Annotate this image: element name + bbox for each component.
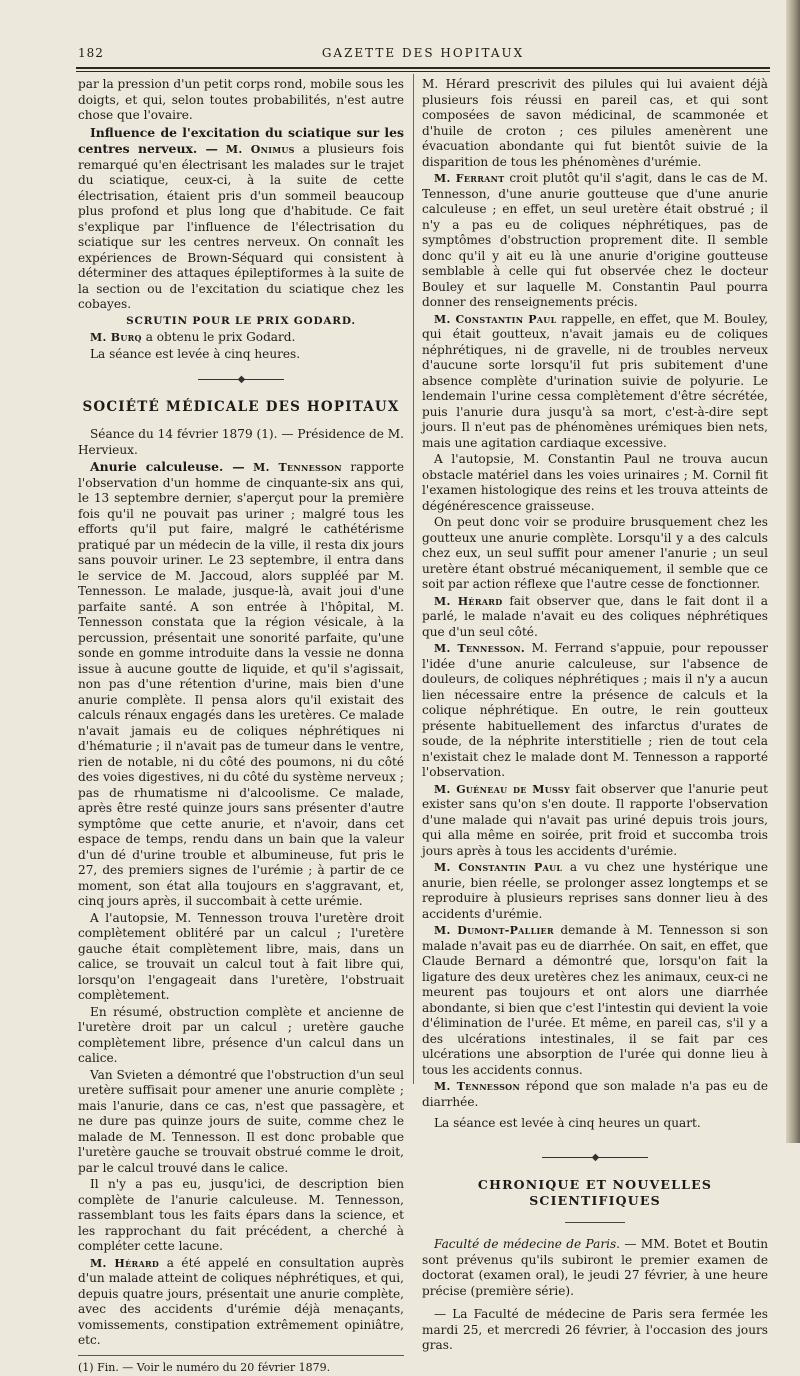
- paragraph: [422, 860, 768, 922]
- footnote-rule: [78, 1355, 404, 1356]
- paragraph: [78, 459, 404, 910]
- speaker-name: M. Onimus: [225, 143, 295, 156]
- ornament-glyph: ◆: [591, 1151, 599, 1163]
- footnote: (1) Fin. — Voir le numéro du 20 février 1879.: [78, 1360, 331, 1374]
- paragraph-text: fait observer que, dans le fait dont il a parlé, le malade n'avait eu des coliques néphrétiques que d'un seul côté.: [422, 593, 768, 639]
- paragraph: [422, 641, 768, 781]
- paragraph: M. Hérard prescrivit des pilules qui lui avaient déjà plusieurs fois réussi en pareil cas, et qui sont composées de savon médicinal, de scammonée et d'huile de croton ; ces pilules amenèrent une évacuation abondante qui fut bientôt suivie de la disparition de tous les phénomènes d'urémie.: [422, 77, 768, 169]
- paragraph: [78, 125, 404, 313]
- left-column: [78, 77, 404, 1376]
- paragraph: [422, 782, 768, 860]
- book-spine-edge: [786, 0, 800, 1143]
- paragraph: [422, 594, 768, 641]
- column-separator: [413, 74, 414, 1084]
- subsection-heading: Influence de l'excitation du sciatique sur les centres nerveux. —: [78, 124, 404, 156]
- paragraph-text: a été appelé en consultation auprès d'un malade atteint de coliques néphrétiques, et qui, depuis quatre jours, présentait une anurie complète, avec des accidents d'urémie déjà menaçants, vomissements, constipation extrêmement opiniâtre, etc.: [78, 1255, 404, 1347]
- paragraph-text: a vu chez une hystérique une anurie, bien réelle, se prolonger assez longtemps et se reproduire à plusieurs reprises sans donner lieu à des accidents d'urémie.: [422, 860, 768, 921]
- paragraph: [422, 923, 768, 1078]
- paragraph-text: a plusieurs fois remarqué qu'en électrisant les malades sur le trajet du sciatique, ceux-ci, à la suite de cette électrisation, étaient pris d'un sommeil beaucoup plus profond et plus long que d'habitude. Ce fait s'explique par l'influence de l'électrisation du sciatique sur les centres nerveux. On connaît les expériences de Brown-Séquard qui consistent à déterminer des attaques épileptiformes à la suite de la section ou de l'excitation du sciatique chez les cobayes.: [78, 142, 404, 311]
- speaker-name: M. Constantin Paul: [434, 312, 557, 326]
- subsection-heading: Anurie calculeuse. —: [90, 459, 245, 474]
- paragraph-text: répond que son malade n'a pas eu de diarrhée.: [422, 1079, 768, 1109]
- header-rule-thin: [76, 71, 770, 72]
- speaker-name: M. Dumont-Pallier: [434, 924, 554, 937]
- paragraph: En résumé, obstruction complète et ancienne de l'uretère droit par un calcul ; uretère gauche complètement libre, présence d'un calcul dans un calice.: [78, 1004, 404, 1065]
- paragraph: A l'autopsie, M. Tennesson trouva l'uretère droit complètement oblitéré par un calcul ; l'uretère gauche était complètement libre, mais, dans un calice, se trouvait un calcul tout à fait libre qui, lorsqu'on l'engageait dans l'uretère, l'obstruait complètement.: [78, 910, 404, 1002]
- journal-title: GAZETTE DES HOPITAUX: [321, 46, 525, 60]
- ornament-glyph: ◆: [237, 374, 245, 385]
- speaker-name: M. Constantin Paul: [434, 861, 563, 874]
- paragraph: par la pression d'un petit corps rond, mobile sous les doigts, et qui, selon toutes probabilités, n'est autre chose que l'ovaire.: [78, 77, 404, 122]
- paragraph: La séance est levée à cinq heures.: [90, 346, 301, 361]
- paragraph: Van Svieten a démontré que l'obstruction d'un seul uretère suffisait pour amener une anurie complète ; mais l'anurie, dans ce cas, n'est que passagère, et ne dure pas quinze jours de suite, comme chez le malade de M. Tennesson. Il est donc probable que l'uretère gauche se trouvait obstrué comme le droit, par le calcul trouvé dans le calice.: [78, 1067, 404, 1175]
- scrutin-heading: SCRUTIN POUR LE PRIX GODARD.: [126, 314, 356, 327]
- paragraph-text: M. Ferrand s'appuie, pour repousser l'idée d'une anurie calculeuse, sur l'absence de douleurs, de coliques néphrétiques ; mais il n'y a aucun lien nécessaire entre la présence de calculs et la colique néphrétique. En outre, le rein goutteux présente habituellement des infarctus d'urates de soude, de la néphrite interstitielle ; rien de tout cela n'existait chez le malade dont M. Tennesson a rapporté l'observation.: [422, 641, 768, 779]
- paragraph: [422, 312, 768, 452]
- subsection-heading: Faculté de médecine de Paris.: [434, 1237, 621, 1251]
- paragraph-text: rappelle, en effet, que M. Bouley, qui était goutteux, n'avait jamais eu de coliques néphrétiques, ni de gravelle, ni de troubles nerveux d'aucune sorte lorsqu'il fut pris subitement d'une absence complète d'urination suivie de polyurie. Le lendemain l'urine cessa complètement d'être sécrétée, puis l'anurie dura jusqu'à sa mort, c'est-à-dire sept jours. Il n'eut pas de phénomènes urémiques bien nets, mais une agitation cardiaque excessive.: [422, 311, 768, 450]
- running-header: [78, 44, 768, 64]
- paragraph: [78, 330, 404, 346]
- section-title: SOCIÉTÉ MÉDICALE DES HOPITAUX: [82, 398, 400, 415]
- paragraph: [422, 1237, 768, 1299]
- paragraph: On peut donc voir se produire brusquement chez les goutteux une anurie complète. Lorsqu'il y a des calculs chez eux, un seul suffit pour amener l'anurie ; un seul uretère étant obstrué mécaniquement, il semble que ce soit par action réflexe que l'autre cesse de fonctionner.: [422, 515, 768, 591]
- paragraph-text: — MM. Botet et Boutin sont prévenus qu'ils subiront le premier examen de doctorat (examen oral), le jeudi 27 février, à une heure précise (première série).: [422, 1237, 768, 1298]
- paragraph: — La Faculté de médecine de Paris sera fermée les mardi 25, et mercredi 26 février, à l'occasion des jours gras.: [422, 1307, 768, 1352]
- paragraph: [422, 1079, 768, 1110]
- speaker-name: M. Ferrant: [434, 172, 505, 185]
- speaker-name: M. Burq: [90, 331, 142, 344]
- page-number: 182: [78, 46, 104, 60]
- speaker-name: M. Tennesson: [434, 1080, 521, 1093]
- section-title: CHRONIQUE ET NOUVELLES SCIENTIFIQUES: [477, 1177, 713, 1208]
- paragraph-text: demande à M. Tennesson si son malade n'avait pas eu de diarrhée. On sait, en effet, que Claude Bernard a démontré que, lorsqu'on fait la ligature des deux uretères chez les animaux, ceux-ci ne meurent pas toujours et ont alors une diarrhée abondante, si bien que c'est l'intestin qui devient la voie d'élimination de l'urée. Et même, en pareil cas, s'il y a des ulcérations intestinales, il se fait par ces ulcérations une absorption de l'urée qui donne lieu à tous les accidents connus.: [422, 923, 768, 1077]
- speaker-name: M. Tennesson: [253, 461, 342, 474]
- speaker-name: M. Guéneau de Mussy: [434, 782, 570, 796]
- seance-line: Séance du 14 février 1879 (1). — Présidence de M. Hervieux.: [78, 427, 404, 457]
- paragraph-text: rapporte l'observation d'un homme de cinquante-six ans qui, le 13 septembre dernier, s'aperçut pour la première fois qu'il ne pouvait pas uriner ; malgré tous les efforts qu'il put faire, malgré le cathétérisme pratiqué par un médecin de la ville, il resta dix jours sans pouvoir uriner. Le 23 septembre, il entra dans le service de M. Jaccoud, alors suppléé par M. Tennesson. Le malade, jusque-là, avait joui d'une parfaite santé. A son entrée à l'hôpital, M. Tennesson constata que la région vésicale, à la percussion, présentait une sonorité parfaite, qu'une sonde en gomme introduite dans la vessie ne donna issue à aucune goutte de liquide, et qu'il s'agissait, non pas d'une rétention d'urine, mais bien d'une anurie complète. Il pensa alors qu'il existait des calculs rénaux engagés dans les uretères. Ce malade n'avait jamais eu de coliques néphrétiques ni d'hématurie ; il n'avait pas de tumeur dans le ventre, rien de notable, ni du côté des poumons, ni du côté des voies digestives, ni du côté du système nerveux ; pas de rhumatisme ni d'alcoolisme. Ce malade, après être resté quinze jours sans présenter d'autre symptôme que cette anurie, et n'avoir, dans cet espace de temps, rendu dans un bain que la valeur d'un dé d'urine trouble et albumineuse, fut pris le 27, des premiers signes de l'urémie ; à partir de ce moment, son état alla toujours en s'aggravant, et, cinq jours après, il succombait à cette urémie.: [78, 460, 404, 908]
- short-rule: [565, 1222, 625, 1223]
- paragraph: A l'autopsie, M. Constantin Paul ne trouva aucun obstacle matériel dans les voies urinaires ; M. Cornil fit l'examen histologique des reins et les trouva atteints de dégénérescence graisseuse.: [422, 452, 768, 513]
- paragraph: [422, 171, 768, 311]
- speaker-name: M. Hérard: [90, 1256, 160, 1270]
- speaker-name: M. Hérard: [434, 594, 503, 608]
- paragraph: Il n'y a pas eu, jusqu'ici, de description bien complète de l'anurie calculeuse. M. Tennesson, rassemblant tous les faits épars dans la science, et les rapprochant du fait précédent, a cherché à compléter cette lacune.: [78, 1177, 404, 1253]
- right-column: [422, 77, 768, 1355]
- speaker-name: M. Tennesson.: [434, 642, 525, 655]
- paragraph: [78, 1256, 404, 1349]
- paragraph-text: croit plutôt qu'il s'agit, dans le cas de M. Tennesson, d'une anurie goutteuse que d'une anurie calculeuse ; en effet, un seul uretère était obstrué ; il n'y a pas eu de coliques néphrétiques, pas de symptômes d'obstruction proprement dite. Il semble donc qu'il y ait eu là une anurie d'origine goutteuse semblable à celle qui fut observée chez le docteur Bouley et sur laquelle M. Constantin Paul pourra donner des renseignements précis.: [422, 171, 768, 309]
- ornament-divider: [78, 372, 404, 388]
- paragraph-text: fait observer que l'anurie peut exister sans qu'on s'en doute. Il rapporte l'observation d'une malade qui n'avait pas uriné depuis trois jours, qui alla même en soirée, prit froid et succomba trois jours après à tous les accidents d'urémie.: [422, 781, 768, 858]
- paragraph-text: a obtenu le prix Godard.: [145, 330, 296, 344]
- header-rule: [76, 67, 770, 69]
- paragraph: La séance est levée à cinq heures un quart.: [434, 1116, 701, 1130]
- ornament-divider: [422, 1150, 768, 1166]
